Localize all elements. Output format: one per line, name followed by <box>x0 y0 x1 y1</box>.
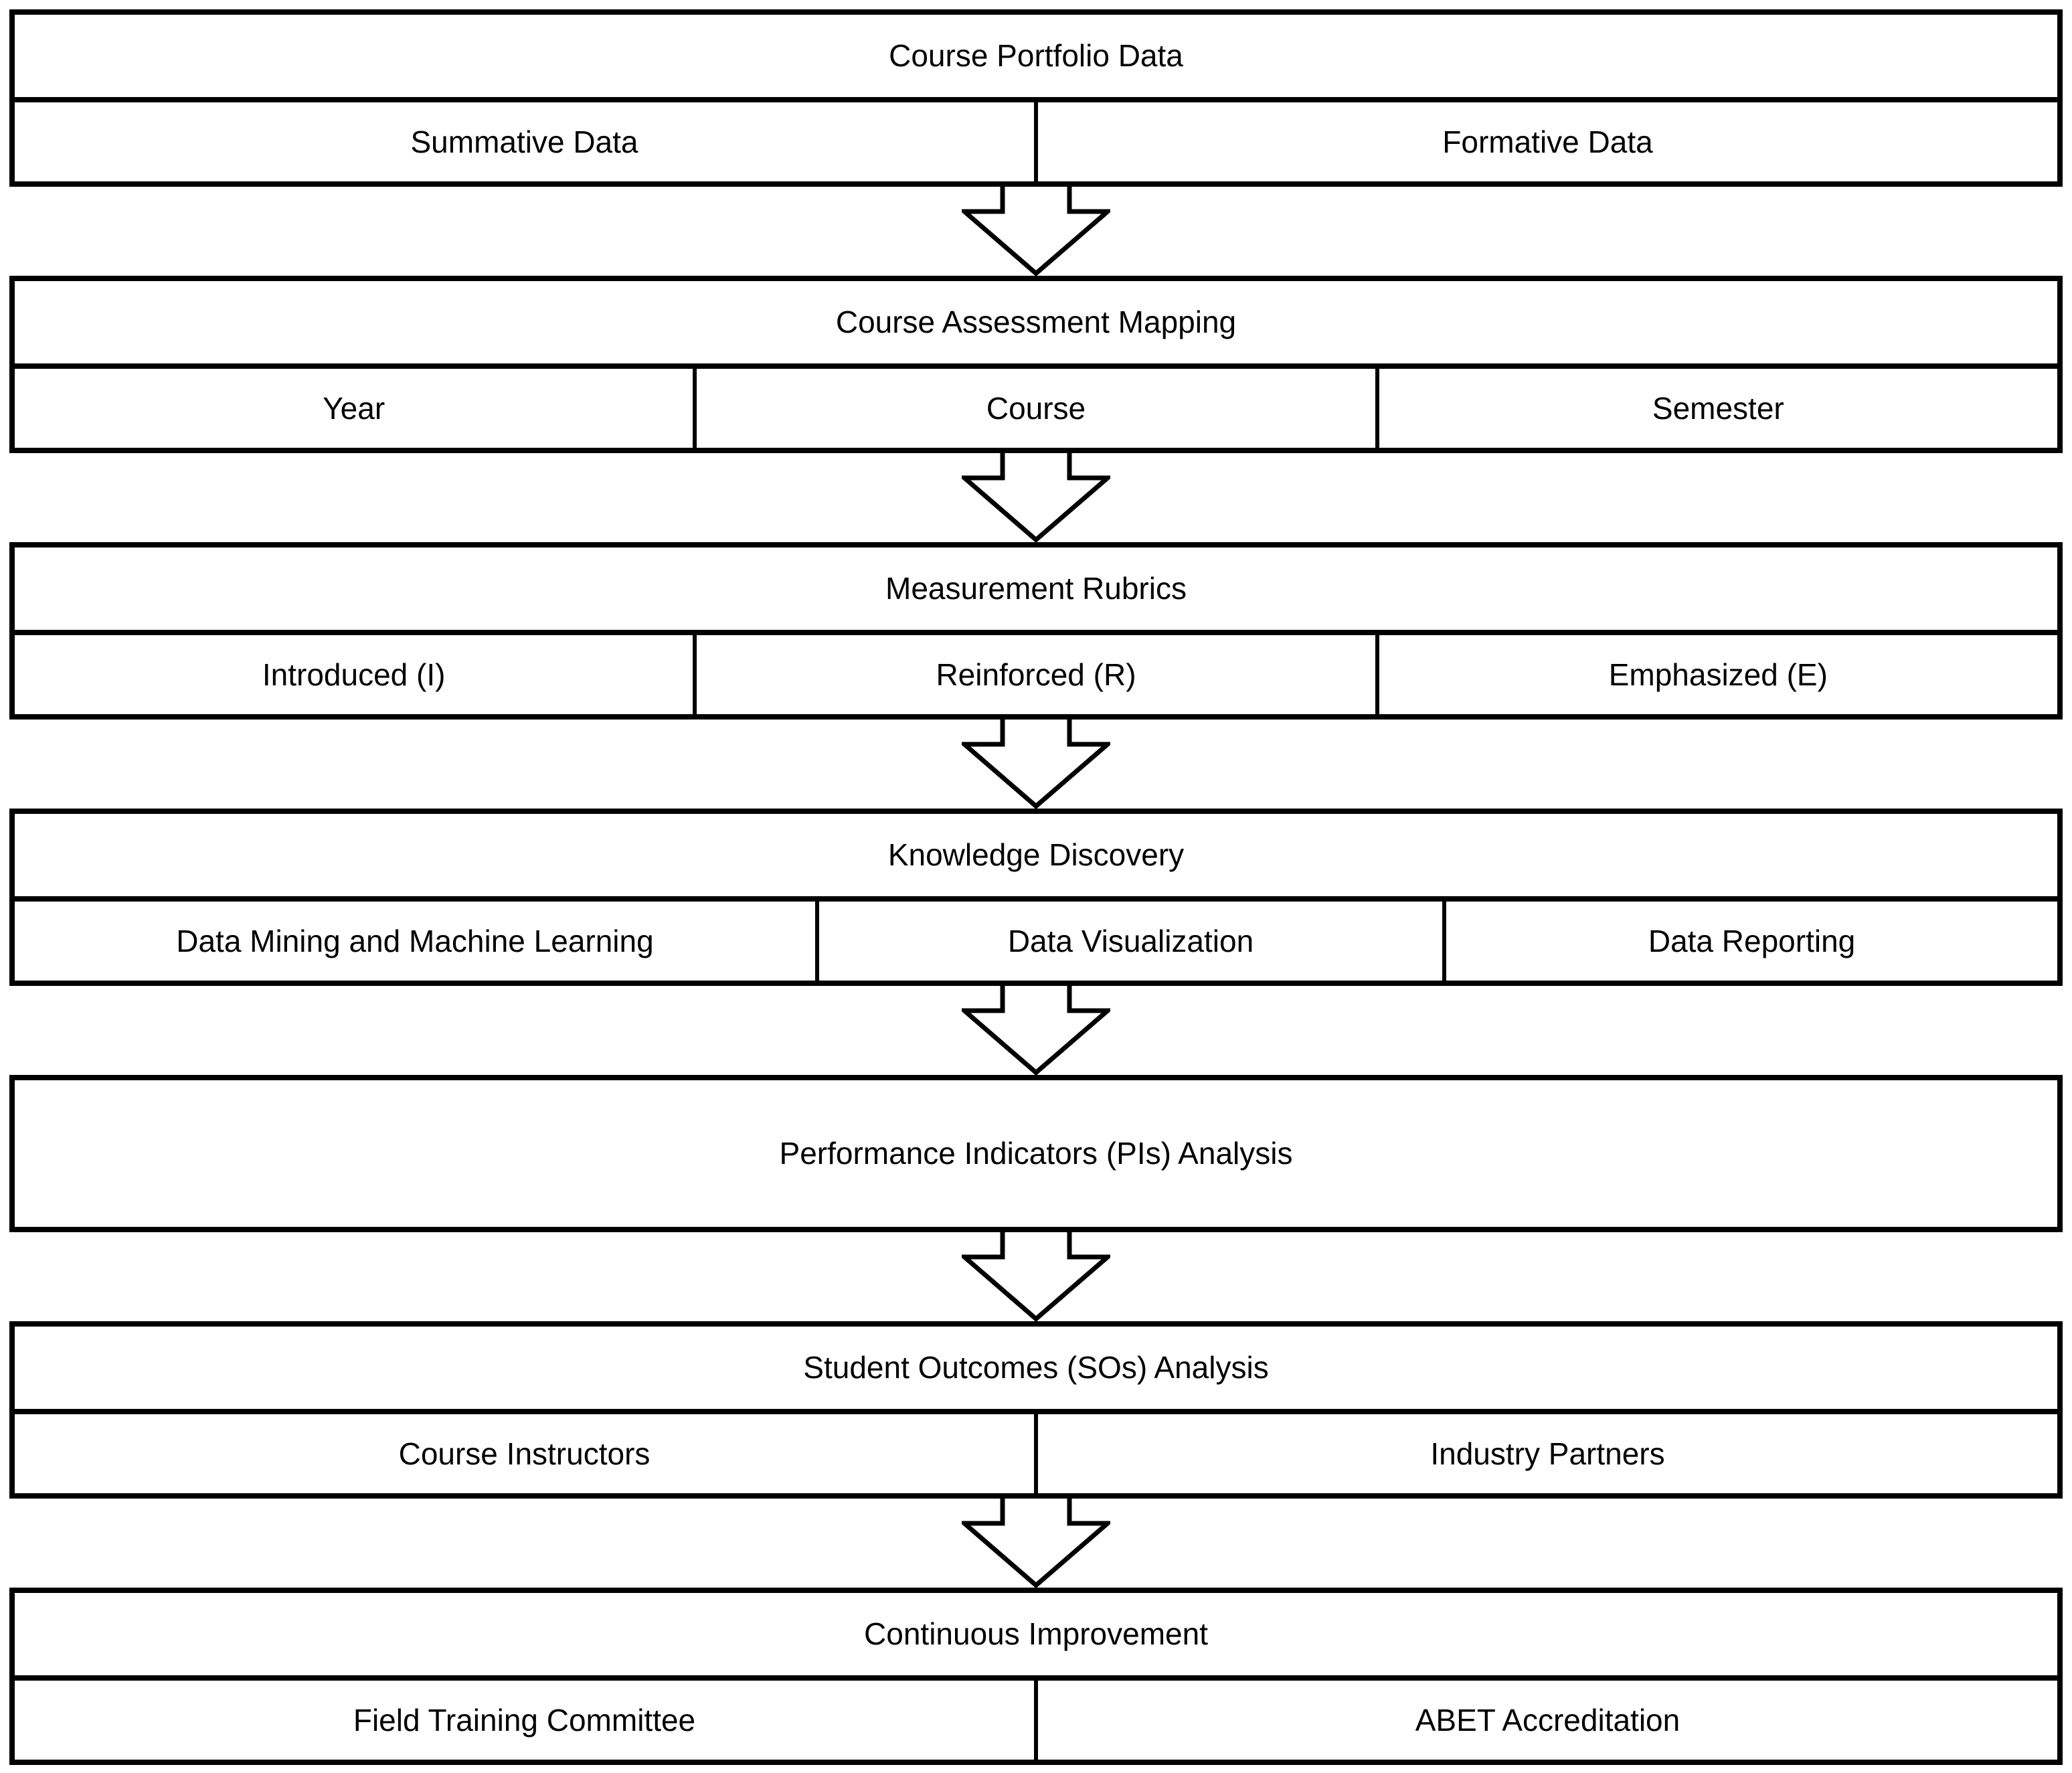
connector <box>9 720 2063 809</box>
connector <box>9 187 2063 276</box>
section-title: Student Outcomes (SOs) Analysis <box>15 1327 2057 1414</box>
connector <box>9 1232 2063 1321</box>
cell-introduced: Introduced (I) <box>262 657 446 692</box>
box-course-portfolio-data <box>9 9 2063 187</box>
box-continuous-improvement <box>9 1588 2063 1765</box>
section-title: Continuous Improvement <box>15 1593 2057 1681</box>
connector <box>9 453 2063 542</box>
section-title: Measurement Rubrics <box>15 547 2057 635</box>
down-arrow-icon <box>962 720 1110 809</box>
box-course-assessment-mapping <box>9 276 2063 453</box>
cell-emphasized: Emphasized (E) <box>1375 635 2057 714</box>
down-arrow-icon <box>962 453 1110 542</box>
cell-course-instructors: Course Instructors <box>398 1436 651 1471</box>
cell-field-training-committee: Field Training Committee <box>353 1702 696 1738</box>
section-cells <box>15 102 2057 181</box>
cell-industry-partners: Industry Partners <box>1034 1414 2057 1493</box>
section-title: Knowledge Discovery <box>15 814 2057 902</box>
section-cells <box>15 1681 2057 1760</box>
box-measurement-rubrics <box>9 542 2063 720</box>
cell-reinforced: Reinforced (R) <box>693 635 1375 714</box>
connector <box>9 986 2063 1075</box>
box-performance-indicators-analysis <box>9 1075 2063 1232</box>
section-cells <box>15 1414 2057 1493</box>
cell-data-visualization: Data Visualization <box>815 902 1442 981</box>
down-arrow-icon <box>962 1232 1110 1321</box>
box-student-outcomes-analysis <box>9 1321 2063 1499</box>
down-arrow-icon <box>962 187 1110 276</box>
down-arrow-icon <box>962 986 1110 1075</box>
cell-data-mining-machine-learning: Data Mining and Machine Learning <box>176 923 654 958</box>
down-arrow-icon <box>962 1499 1110 1588</box>
section-title: Performance Indicators (PIs) Analysis <box>779 1136 1293 1171</box>
cell-abet-accreditation: ABET Accreditation <box>1034 1681 2057 1760</box>
box-knowledge-discovery <box>9 809 2063 986</box>
cell-year: Year <box>323 390 385 426</box>
cell-formative-data: Formative Data <box>1034 102 2057 181</box>
section-cells <box>15 902 2057 981</box>
cell-summative-data: Summative Data <box>410 124 638 159</box>
section-cells <box>15 369 2057 448</box>
connector <box>9 1499 2063 1588</box>
section-cells <box>15 635 2057 714</box>
cell-course: Course <box>693 369 1375 448</box>
cell-semester: Semester <box>1375 369 2057 448</box>
cell-data-reporting: Data Reporting <box>1442 902 2057 981</box>
section-title: Course Portfolio Data <box>15 15 2057 102</box>
section-title: Course Assessment Mapping <box>15 281 2057 369</box>
